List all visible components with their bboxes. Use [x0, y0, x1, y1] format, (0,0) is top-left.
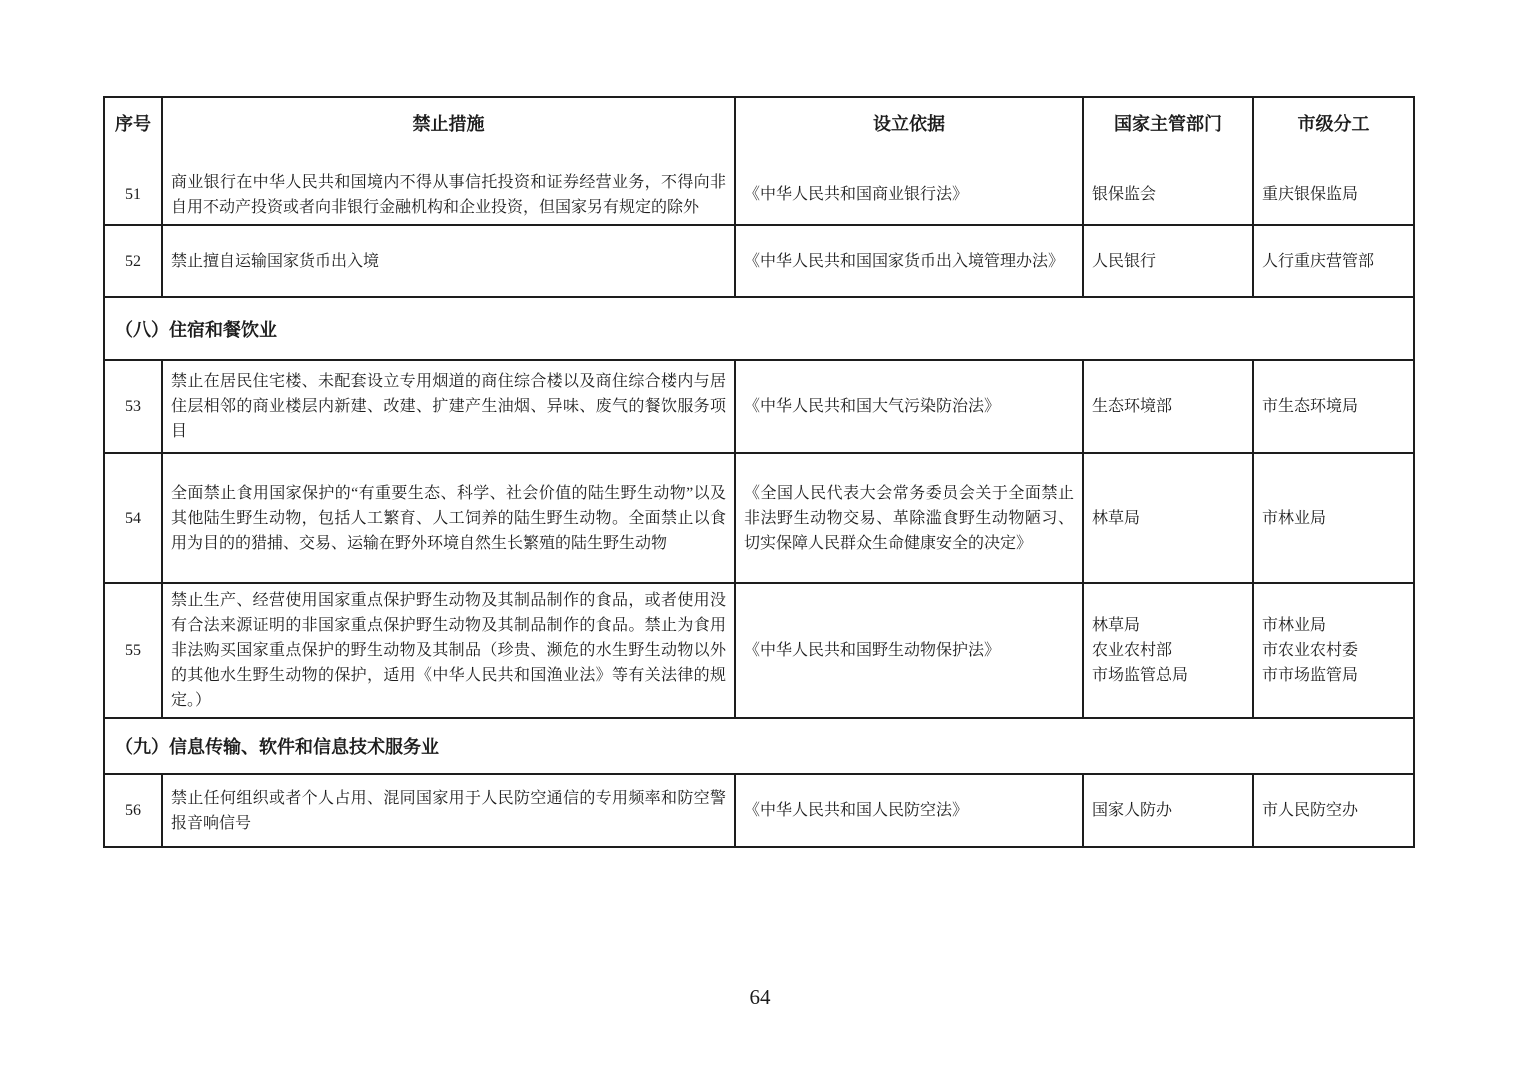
row-national-dept: 林草局 [1084, 454, 1254, 582]
dept-line: 林草局 [1092, 617, 1141, 634]
dept-line: 市市场监管局 [1262, 667, 1359, 684]
row-national-dept [1084, 584, 1254, 717]
row-measure: 全面禁止食用国家保护的“有重要生态、科学、社会价值的陆生野生动物”以及其他陆生野生动物，包括人工繁育、人工饲养的陆生野生动物。全面禁止以食用为目的的猎捕、交易、运输在野外环境自然生长繁殖的陆生野生动物 [163, 454, 736, 582]
column-header-municipal-division: 市级分工 [1297, 114, 1370, 134]
row-basis: 《中华人民共和国人民防空法》 [736, 775, 1084, 846]
column-header-no: 序号 [105, 98, 163, 165]
row-municipal-division: 重庆银保监局 [1262, 186, 1359, 203]
row-municipal-division: 市生态环境局 [1262, 398, 1359, 415]
row-no: 52 [105, 226, 163, 296]
dept-line: 市农业农村委 [1262, 642, 1359, 659]
row-no: 51 [105, 165, 163, 224]
row-national-dept: 国家人防办 [1084, 775, 1254, 846]
table-header-row [105, 98, 1413, 165]
row-municipal-division [1254, 584, 1413, 717]
row-no: 55 [105, 584, 163, 717]
row-basis: 《全国人民代表大会常务委员会关于全面禁止非法野生动物交易、革除滥食野生动物陋习、切实保障人民群众生命健康安全的决定》 [736, 454, 1084, 582]
dept-line: 市林业局 [1262, 617, 1327, 634]
table-row-55 [105, 582, 1413, 717]
dept-line: 市场监管总局 [1092, 667, 1189, 684]
row-basis: 《中华人民共和国大气污染防治法》 [736, 361, 1084, 452]
row-measure: 禁止擅自运输国家货币出入境 [163, 226, 736, 296]
column-header-national-dept: 国家主管部门 [1084, 98, 1254, 165]
table-row-52 [105, 224, 1413, 296]
section-header-accommodation-catering: （八）住宿和餐饮业 [105, 296, 1413, 359]
row-national-dept: 生态环境部 [1084, 361, 1254, 452]
row-national-dept: 人民银行 [1084, 226, 1254, 296]
row-measure: 禁止生产、经营使用国家重点保护野生动物及其制品制作的食品，或者使用没有合法来源证明的非国家重点保护野生动物及其制品制作的食品。禁止为食用非法购买国家重点保护的野生动物及其制品（珍贵、濒危的水生野生动物以外的其他水生野生动物的保护，适用《中华人民共和国渔业法》等有关法律的规定。） [163, 584, 736, 717]
row-measure: 禁止在居民住宅楼、未配套设立专用烟道的商住综合楼以及商住综合楼内与居住层相邻的商业楼层内新建、改建、扩建产生油烟、异味、废气的餐饮服务项目 [163, 361, 736, 452]
row-basis: 《中华人民共和国商业银行法》 [736, 165, 1084, 224]
table-row-51 [105, 165, 1413, 224]
row-no: 53 [105, 361, 163, 452]
row-no: 54 [105, 454, 163, 582]
prohibition-measures-table [103, 96, 1415, 848]
row-basis: 《中华人民共和国野生动物保护法》 [736, 584, 1084, 717]
row-municipal-division: 市人民防空办 [1262, 802, 1359, 819]
column-header-basis: 设立依据 [736, 98, 1084, 165]
page-number: 64 [749, 985, 771, 1009]
row-national-dept: 银保监会 [1084, 165, 1254, 224]
table-row-56 [105, 773, 1413, 846]
row-municipal-division: 市林业局 [1262, 509, 1327, 527]
row-municipal-division: 人行重庆营管部 [1262, 252, 1375, 270]
dept-line: 农业农村部 [1092, 642, 1173, 659]
row-basis: 《中华人民共和国国家货币出入境管理办法》 [736, 226, 1084, 296]
row-measure: 禁止任何组织或者个人占用、混同国家用于人民防空通信的专用频率和防空警报音响信号 [163, 775, 736, 846]
section-header-information-services: （九）信息传输、软件和信息技术服务业 [105, 717, 1413, 773]
row-no: 56 [105, 775, 163, 846]
row-measure: 商业银行在中华人民共和国境内不得从事信托投资和证券经营业务，不得向非自用不动产投资或者向非银行金融机构和企业投资，但国家另有规定的除外 [163, 165, 736, 224]
table-row-54 [105, 452, 1413, 582]
table-row-53 [105, 359, 1413, 452]
column-header-measure: 禁止措施 [163, 98, 736, 165]
